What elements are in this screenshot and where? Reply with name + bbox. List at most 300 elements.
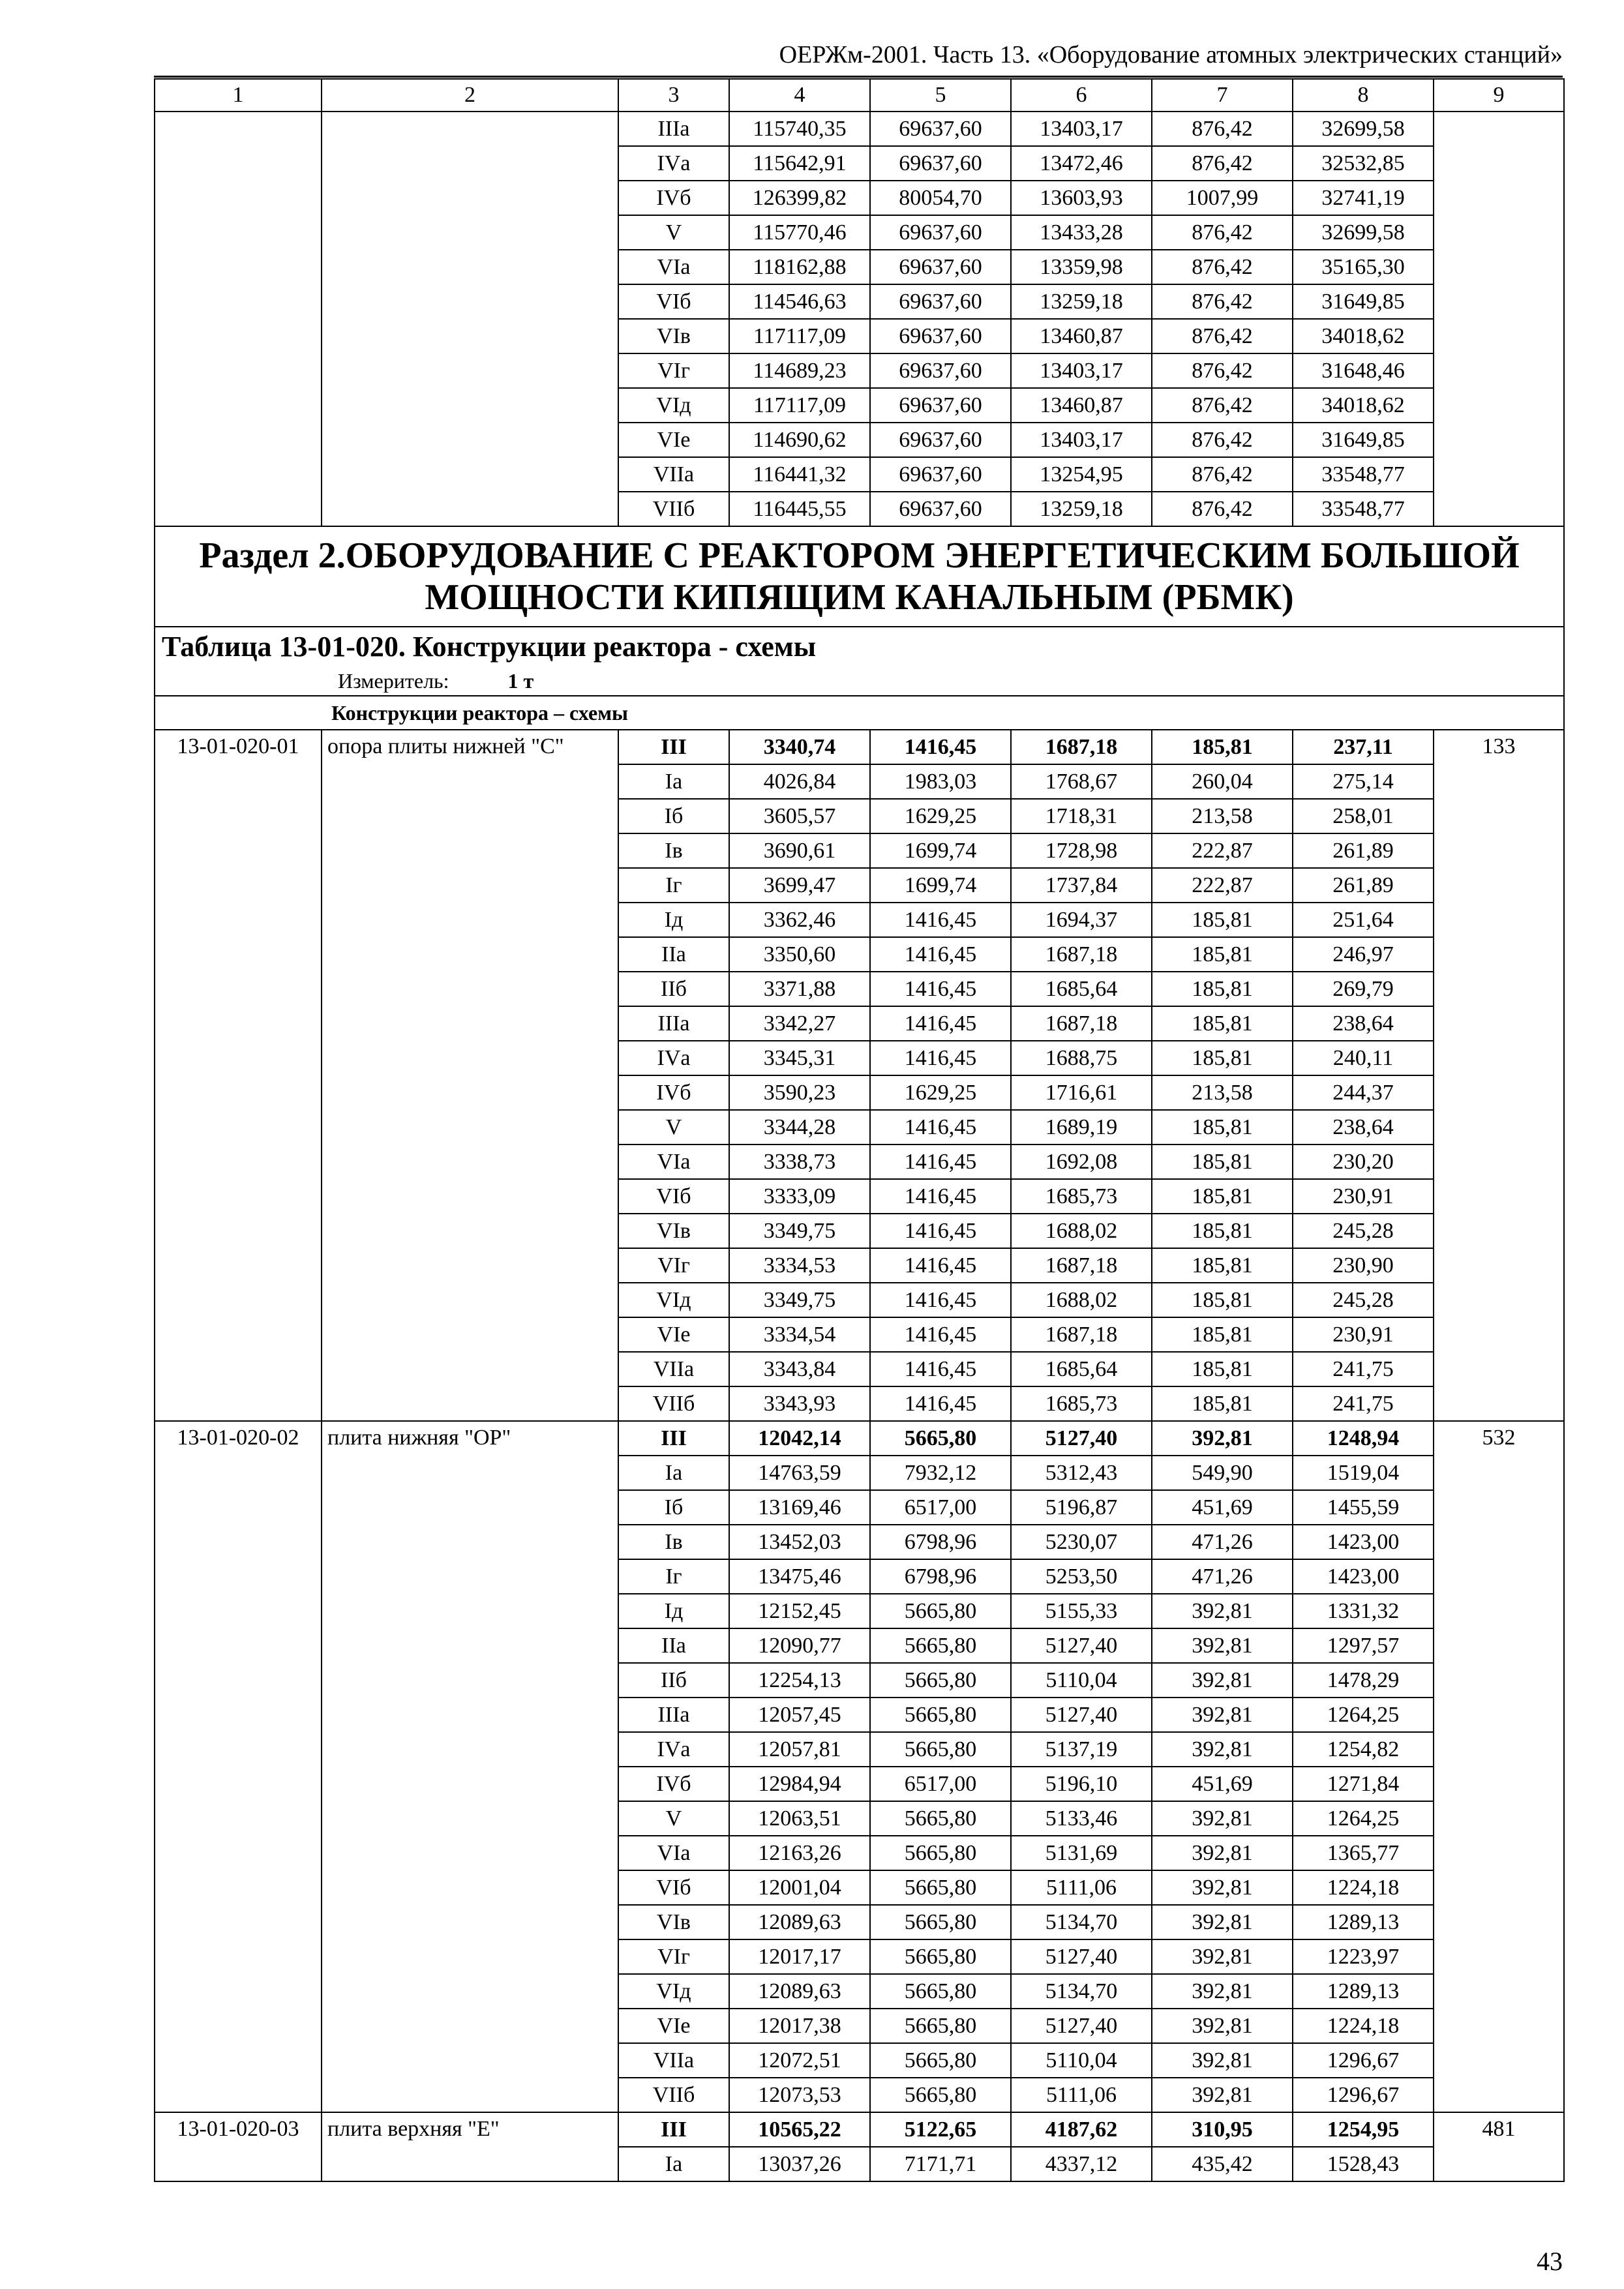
value-cell: 1478,29 — [1293, 1663, 1434, 1698]
zone-cell: IIIа — [618, 1698, 729, 1732]
value-cell: 876,42 — [1152, 492, 1293, 526]
zone-cell: IIа — [618, 1628, 729, 1663]
value-cell: 12072,51 — [729, 2043, 870, 2078]
zone-cell: Iа — [618, 2147, 729, 2181]
value-cell: 33548,77 — [1293, 457, 1434, 492]
value-cell: 5110,04 — [1011, 1663, 1152, 1698]
value-cell: 13037,26 — [729, 2147, 870, 2181]
value-cell: 392,81 — [1152, 1905, 1293, 1939]
value-cell: 1296,67 — [1293, 2078, 1434, 2112]
value-cell: 69637,60 — [870, 215, 1011, 250]
value-cell: 5665,80 — [870, 1836, 1011, 1870]
value-cell: 1519,04 — [1293, 1456, 1434, 1490]
value-cell: 241,75 — [1293, 1352, 1434, 1386]
value-cell: 4187,62 — [1011, 2112, 1152, 2147]
value-cell: 1685,73 — [1011, 1179, 1152, 1214]
value-cell: 5131,69 — [1011, 1836, 1152, 1870]
value-cell: 258,01 — [1293, 799, 1434, 833]
value-cell: 392,81 — [1152, 1421, 1293, 1456]
value-cell: 260,04 — [1152, 764, 1293, 799]
value-cell: 69637,60 — [870, 388, 1011, 423]
subheading: Конструкции реактора – схемы — [155, 696, 1564, 730]
value-cell: 3605,57 — [729, 799, 870, 833]
value-cell: 1271,84 — [1293, 1767, 1434, 1801]
value-cell: 13403,17 — [1011, 112, 1152, 146]
value-cell: 3362,46 — [729, 903, 870, 937]
value-cell: 13452,03 — [729, 1525, 870, 1559]
value-cell: 114690,62 — [729, 423, 870, 457]
value-cell: 1416,45 — [870, 1317, 1011, 1352]
value-cell: 392,81 — [1152, 1974, 1293, 2009]
value-cell: 1718,31 — [1011, 799, 1152, 833]
zone-cell: IIб — [618, 1663, 729, 1698]
value-cell: 392,81 — [1152, 1732, 1293, 1767]
value-cell: 5665,80 — [870, 1732, 1011, 1767]
value-cell: 185,81 — [1152, 1386, 1293, 1421]
value-cell: 12089,63 — [729, 1905, 870, 1939]
value-cell: 185,81 — [1152, 1179, 1293, 1214]
value-cell: 115642,91 — [729, 146, 870, 181]
value-cell: 1416,45 — [870, 1144, 1011, 1179]
column-number-cell: 7 — [1152, 79, 1293, 112]
value-cell: 12017,38 — [729, 2009, 870, 2043]
column-number-row — [155, 79, 1564, 112]
value-cell: 230,90 — [1293, 1248, 1434, 1283]
zone-cell: VIб — [618, 284, 729, 319]
value-cell: 1688,75 — [1011, 1041, 1152, 1075]
value-cell: 471,26 — [1152, 1525, 1293, 1559]
value-cell: 32532,85 — [1293, 146, 1434, 181]
value-cell: 69637,60 — [870, 319, 1011, 353]
value-cell: 13169,46 — [729, 1490, 870, 1525]
value-cell: 213,58 — [1152, 799, 1293, 833]
value-cell: 392,81 — [1152, 2009, 1293, 2043]
value-cell: 7932,12 — [870, 1456, 1011, 1490]
value-cell: 4337,12 — [1011, 2147, 1152, 2181]
zone-cell: IVа — [618, 1732, 729, 1767]
value-cell: 435,42 — [1152, 2147, 1293, 2181]
zone-cell: Iб — [618, 799, 729, 833]
section-row — [155, 526, 1564, 627]
value-cell: 3342,27 — [729, 1006, 870, 1041]
table-caption-row — [155, 627, 1564, 696]
table-body — [155, 79, 1564, 2181]
value-cell: 1007,99 — [1152, 181, 1293, 215]
value-cell: 392,81 — [1152, 2078, 1293, 2112]
zone-cell: VIг — [618, 1939, 729, 1974]
value-cell: 115740,35 — [729, 112, 870, 146]
value-cell: 1688,02 — [1011, 1283, 1152, 1317]
value-cell: 3343,84 — [729, 1352, 870, 1386]
value-cell: 12089,63 — [729, 1974, 870, 2009]
value-cell: 3350,60 — [729, 937, 870, 972]
value-cell: 116441,32 — [729, 457, 870, 492]
value-cell: 185,81 — [1152, 972, 1293, 1006]
value-cell: 115770,46 — [729, 215, 870, 250]
value-cell: 1688,02 — [1011, 1214, 1152, 1248]
value-cell: 12090,77 — [729, 1628, 870, 1663]
zone-cell: Iа — [618, 1456, 729, 1490]
value-cell: 5137,19 — [1011, 1732, 1152, 1767]
zone-cell: III — [618, 730, 729, 764]
zone-cell: VIIа — [618, 457, 729, 492]
value-cell: 1416,45 — [870, 1386, 1011, 1421]
code-cell: 13-01-020-01 — [155, 730, 322, 1421]
value-cell: 451,69 — [1152, 1767, 1293, 1801]
value-cell: 392,81 — [1152, 2043, 1293, 2078]
value-cell: 69637,60 — [870, 492, 1011, 526]
zone-cell: Iб — [618, 1490, 729, 1525]
value-cell: 12984,94 — [729, 1767, 870, 1801]
value-cell: 12073,53 — [729, 2078, 870, 2112]
table-row — [155, 112, 1564, 146]
value-cell: 185,81 — [1152, 1110, 1293, 1144]
value-cell: 5127,40 — [1011, 2009, 1152, 2043]
value-cell: 31649,85 — [1293, 284, 1434, 319]
value-cell: 10565,22 — [729, 2112, 870, 2147]
value-cell: 3349,75 — [729, 1214, 870, 1248]
col9-cell: 532 — [1434, 1421, 1564, 2112]
value-cell: 1416,45 — [870, 730, 1011, 764]
value-cell: 1248,94 — [1293, 1421, 1434, 1456]
column-number-cell: 3 — [618, 79, 729, 112]
col9-cell — [1434, 112, 1564, 526]
value-cell: 69637,60 — [870, 423, 1011, 457]
table-title: Таблица 13-01-020. Конструкции реактора - схемы — [162, 631, 817, 663]
zone-cell: VIе — [618, 423, 729, 457]
value-cell: 185,81 — [1152, 1006, 1293, 1041]
value-cell: 3338,73 — [729, 1144, 870, 1179]
column-number-cell: 5 — [870, 79, 1011, 112]
value-cell: 3333,09 — [729, 1179, 870, 1214]
zone-cell: VIд — [618, 1974, 729, 2009]
zone-cell: VIа — [618, 1836, 729, 1870]
value-cell: 1737,84 — [1011, 868, 1152, 903]
value-cell: 3345,31 — [729, 1041, 870, 1075]
measure-label: Измеритель: — [338, 669, 449, 693]
value-cell: 5196,87 — [1011, 1490, 1152, 1525]
value-cell: 114689,23 — [729, 353, 870, 388]
zone-cell: VIв — [618, 1214, 729, 1248]
value-cell: 12152,45 — [729, 1594, 870, 1628]
value-cell: 1699,74 — [870, 833, 1011, 868]
value-cell: 392,81 — [1152, 1628, 1293, 1663]
value-cell: 5230,07 — [1011, 1525, 1152, 1559]
value-cell: 244,37 — [1293, 1075, 1434, 1110]
value-cell: 1365,77 — [1293, 1836, 1434, 1870]
price-table — [154, 78, 1565, 2182]
column-number-cell: 8 — [1293, 79, 1434, 112]
zone-cell: IVб — [618, 1767, 729, 1801]
code-cell — [155, 112, 322, 526]
zone-cell: VIв — [618, 1905, 729, 1939]
value-cell: 5127,40 — [1011, 1698, 1152, 1732]
value-cell: 6798,96 — [870, 1525, 1011, 1559]
value-cell: 876,42 — [1152, 353, 1293, 388]
zone-cell: V — [618, 1801, 729, 1836]
value-cell: 4026,84 — [729, 764, 870, 799]
value-cell: 1296,67 — [1293, 2043, 1434, 2078]
zone-cell: VIд — [618, 388, 729, 423]
value-cell: 3371,88 — [729, 972, 870, 1006]
value-cell: 5665,80 — [870, 1698, 1011, 1732]
value-cell: 7171,71 — [870, 2147, 1011, 2181]
value-cell: 392,81 — [1152, 1594, 1293, 1628]
value-cell: 1687,18 — [1011, 937, 1152, 972]
value-cell: 13403,17 — [1011, 353, 1152, 388]
table-row — [155, 2112, 1564, 2147]
value-cell: 222,87 — [1152, 833, 1293, 868]
value-cell: 5665,80 — [870, 1801, 1011, 1836]
value-cell: 116445,55 — [729, 492, 870, 526]
value-cell: 13254,95 — [1011, 457, 1152, 492]
value-cell: 118162,88 — [729, 250, 870, 284]
zone-cell: VIIа — [618, 1352, 729, 1386]
value-cell: 1416,45 — [870, 1248, 1011, 1283]
column-number-cell: 9 — [1434, 79, 1564, 112]
value-cell: 12042,14 — [729, 1421, 870, 1456]
value-cell: 392,81 — [1152, 1836, 1293, 1870]
measure-value: 1 т — [507, 669, 534, 693]
value-cell: 261,89 — [1293, 833, 1434, 868]
zone-cell: IIIа — [618, 112, 729, 146]
zone-cell: III — [618, 1421, 729, 1456]
zone-cell: VIд — [618, 1283, 729, 1317]
zone-cell: IIIа — [618, 1006, 729, 1041]
value-cell: 222,87 — [1152, 868, 1293, 903]
value-cell: 876,42 — [1152, 319, 1293, 353]
value-cell: 1264,25 — [1293, 1801, 1434, 1836]
value-cell: 13460,87 — [1011, 388, 1152, 423]
value-cell: 185,81 — [1152, 1283, 1293, 1317]
value-cell: 876,42 — [1152, 457, 1293, 492]
value-cell: 230,20 — [1293, 1144, 1434, 1179]
value-cell: 275,14 — [1293, 764, 1434, 799]
value-cell: 876,42 — [1152, 423, 1293, 457]
value-cell: 876,42 — [1152, 250, 1293, 284]
value-cell: 13460,87 — [1011, 319, 1152, 353]
value-cell: 31649,85 — [1293, 423, 1434, 457]
value-cell: 3690,61 — [729, 833, 870, 868]
value-cell: 32699,58 — [1293, 112, 1434, 146]
value-cell: 185,81 — [1152, 1352, 1293, 1386]
value-cell: 5665,80 — [870, 1939, 1011, 1974]
value-cell: 32741,19 — [1293, 181, 1434, 215]
zone-cell: VIг — [618, 353, 729, 388]
value-cell: 12017,17 — [729, 1939, 870, 1974]
value-cell: 230,91 — [1293, 1317, 1434, 1352]
table-caption — [155, 627, 1564, 696]
value-cell: 241,75 — [1293, 1386, 1434, 1421]
zone-cell: VIе — [618, 2009, 729, 2043]
page-number: 43 — [1537, 2247, 1563, 2276]
value-cell: 1687,18 — [1011, 1248, 1152, 1283]
value-cell: 1289,13 — [1293, 1974, 1434, 2009]
value-cell: 1685,64 — [1011, 1352, 1152, 1386]
value-cell: 1699,74 — [870, 868, 1011, 903]
value-cell: 238,64 — [1293, 1110, 1434, 1144]
value-cell: 69637,60 — [870, 353, 1011, 388]
value-cell: 310,95 — [1152, 2112, 1293, 2147]
value-cell: 3334,53 — [729, 1248, 870, 1283]
value-cell: 12057,81 — [729, 1732, 870, 1767]
value-cell: 1331,32 — [1293, 1594, 1434, 1628]
value-cell: 5665,80 — [870, 1628, 1011, 1663]
value-cell: 13472,46 — [1011, 146, 1152, 181]
value-cell: 5665,80 — [870, 2043, 1011, 2078]
col9-cell: 481 — [1434, 2112, 1564, 2181]
col9-cell: 133 — [1434, 730, 1564, 1421]
zone-cell: VIа — [618, 1144, 729, 1179]
value-cell: 34018,62 — [1293, 388, 1434, 423]
value-cell: 5665,80 — [870, 1870, 1011, 1905]
column-number-cell: 2 — [322, 79, 618, 112]
value-cell: 246,97 — [1293, 937, 1434, 972]
value-cell: 1416,45 — [870, 1352, 1011, 1386]
value-cell: 1689,19 — [1011, 1110, 1152, 1144]
value-cell: 230,91 — [1293, 1179, 1434, 1214]
zone-cell: IVа — [618, 146, 729, 181]
value-cell: 117117,09 — [729, 319, 870, 353]
value-cell: 5196,10 — [1011, 1767, 1152, 1801]
value-cell: 1416,45 — [870, 903, 1011, 937]
subheading-row — [155, 696, 1564, 730]
value-cell: 1223,97 — [1293, 1939, 1434, 1974]
name-cell: плита нижняя "ОР" — [322, 1421, 618, 2112]
value-cell: 1685,73 — [1011, 1386, 1152, 1421]
value-cell: 13433,28 — [1011, 215, 1152, 250]
column-number-cell: 1 — [155, 79, 322, 112]
value-cell: 35165,30 — [1293, 250, 1434, 284]
zone-cell: Iг — [618, 868, 729, 903]
value-cell: 185,81 — [1152, 730, 1293, 764]
value-cell: 5134,70 — [1011, 1905, 1152, 1939]
zone-cell: III — [618, 2112, 729, 2147]
value-cell: 69637,60 — [870, 112, 1011, 146]
zone-cell: Iв — [618, 1525, 729, 1559]
zone-cell: Iд — [618, 903, 729, 937]
value-cell: 14763,59 — [729, 1456, 870, 1490]
value-cell: 1224,18 — [1293, 1870, 1434, 1905]
value-cell: 1528,43 — [1293, 2147, 1434, 2181]
value-cell: 1694,37 — [1011, 903, 1152, 937]
zone-cell: VIе — [618, 1317, 729, 1352]
value-cell: 269,79 — [1293, 972, 1434, 1006]
name-cell: опора плиты нижней "С" — [322, 730, 618, 1421]
value-cell: 117117,09 — [729, 388, 870, 423]
zone-cell: VIIб — [618, 1386, 729, 1421]
zone-cell: VIб — [618, 1179, 729, 1214]
value-cell: 185,81 — [1152, 903, 1293, 937]
value-cell: 13603,93 — [1011, 181, 1152, 215]
value-cell: 5127,40 — [1011, 1421, 1152, 1456]
value-cell: 5110,04 — [1011, 2043, 1152, 2078]
zone-cell: Iа — [618, 764, 729, 799]
zone-cell: Iв — [618, 833, 729, 868]
value-cell: 3340,74 — [729, 730, 870, 764]
value-cell: 5665,80 — [870, 1663, 1011, 1698]
code-cell: 13-01-020-02 — [155, 1421, 322, 2112]
value-cell: 185,81 — [1152, 937, 1293, 972]
value-cell: 392,81 — [1152, 1698, 1293, 1732]
value-cell: 6517,00 — [870, 1490, 1011, 1525]
value-cell: 1416,45 — [870, 937, 1011, 972]
value-cell: 5665,80 — [870, 1974, 1011, 2009]
zone-cell: VIIа — [618, 2043, 729, 2078]
value-cell: 114546,63 — [729, 284, 870, 319]
value-cell: 13259,18 — [1011, 492, 1152, 526]
value-cell: 1264,25 — [1293, 1698, 1434, 1732]
value-cell: 1687,18 — [1011, 730, 1152, 764]
value-cell: 1423,00 — [1293, 1525, 1434, 1559]
value-cell: 5111,06 — [1011, 1870, 1152, 1905]
value-cell: 876,42 — [1152, 146, 1293, 181]
zone-cell: V — [618, 215, 729, 250]
value-cell: 1983,03 — [870, 764, 1011, 799]
zone-cell: IIа — [618, 937, 729, 972]
value-cell: 1416,45 — [870, 1179, 1011, 1214]
value-cell: 3334,54 — [729, 1317, 870, 1352]
zone-cell: IIб — [618, 972, 729, 1006]
value-cell: 451,69 — [1152, 1490, 1293, 1525]
value-cell: 5133,46 — [1011, 1801, 1152, 1836]
zone-cell: IVа — [618, 1041, 729, 1075]
value-cell: 1728,98 — [1011, 833, 1152, 868]
value-cell: 5665,80 — [870, 2078, 1011, 2112]
value-cell: 12163,26 — [729, 1836, 870, 1870]
value-cell: 5122,65 — [870, 2112, 1011, 2147]
value-cell: 471,26 — [1152, 1559, 1293, 1594]
measure-line — [162, 666, 1563, 695]
value-cell: 32699,58 — [1293, 215, 1434, 250]
value-cell: 185,81 — [1152, 1041, 1293, 1075]
value-cell: 3344,28 — [729, 1110, 870, 1144]
value-cell: 185,81 — [1152, 1317, 1293, 1352]
value-cell: 1416,45 — [870, 1214, 1011, 1248]
value-cell: 185,81 — [1152, 1144, 1293, 1179]
value-cell: 245,28 — [1293, 1283, 1434, 1317]
value-cell: 5312,43 — [1011, 1456, 1152, 1490]
column-number-cell: 6 — [1011, 79, 1152, 112]
column-number-cell: 4 — [729, 79, 870, 112]
zone-cell: V — [618, 1110, 729, 1144]
value-cell: 13359,98 — [1011, 250, 1152, 284]
value-cell: 237,11 — [1293, 730, 1434, 764]
name-cell — [322, 112, 618, 526]
value-cell: 392,81 — [1152, 1663, 1293, 1698]
value-cell: 69637,60 — [870, 284, 1011, 319]
value-cell: 876,42 — [1152, 112, 1293, 146]
value-cell: 5253,50 — [1011, 1559, 1152, 1594]
value-cell: 6517,00 — [870, 1767, 1011, 1801]
value-cell: 5665,80 — [870, 2009, 1011, 2043]
value-cell: 1254,82 — [1293, 1732, 1434, 1767]
value-cell: 12254,13 — [729, 1663, 870, 1698]
value-cell: 1455,59 — [1293, 1490, 1434, 1525]
value-cell: 876,42 — [1152, 284, 1293, 319]
value-cell: 6798,96 — [870, 1559, 1011, 1594]
value-cell: 1224,18 — [1293, 2009, 1434, 2043]
value-cell: 5127,40 — [1011, 1939, 1152, 1974]
zone-cell: VIв — [618, 319, 729, 353]
value-cell: 1692,08 — [1011, 1144, 1152, 1179]
zone-cell: VIIб — [618, 2078, 729, 2112]
value-cell: 876,42 — [1152, 388, 1293, 423]
value-cell: 213,58 — [1152, 1075, 1293, 1110]
value-cell: 69637,60 — [870, 250, 1011, 284]
name-cell: плита верхняя "Е" — [322, 2112, 618, 2181]
value-cell: 5665,80 — [870, 1421, 1011, 1456]
